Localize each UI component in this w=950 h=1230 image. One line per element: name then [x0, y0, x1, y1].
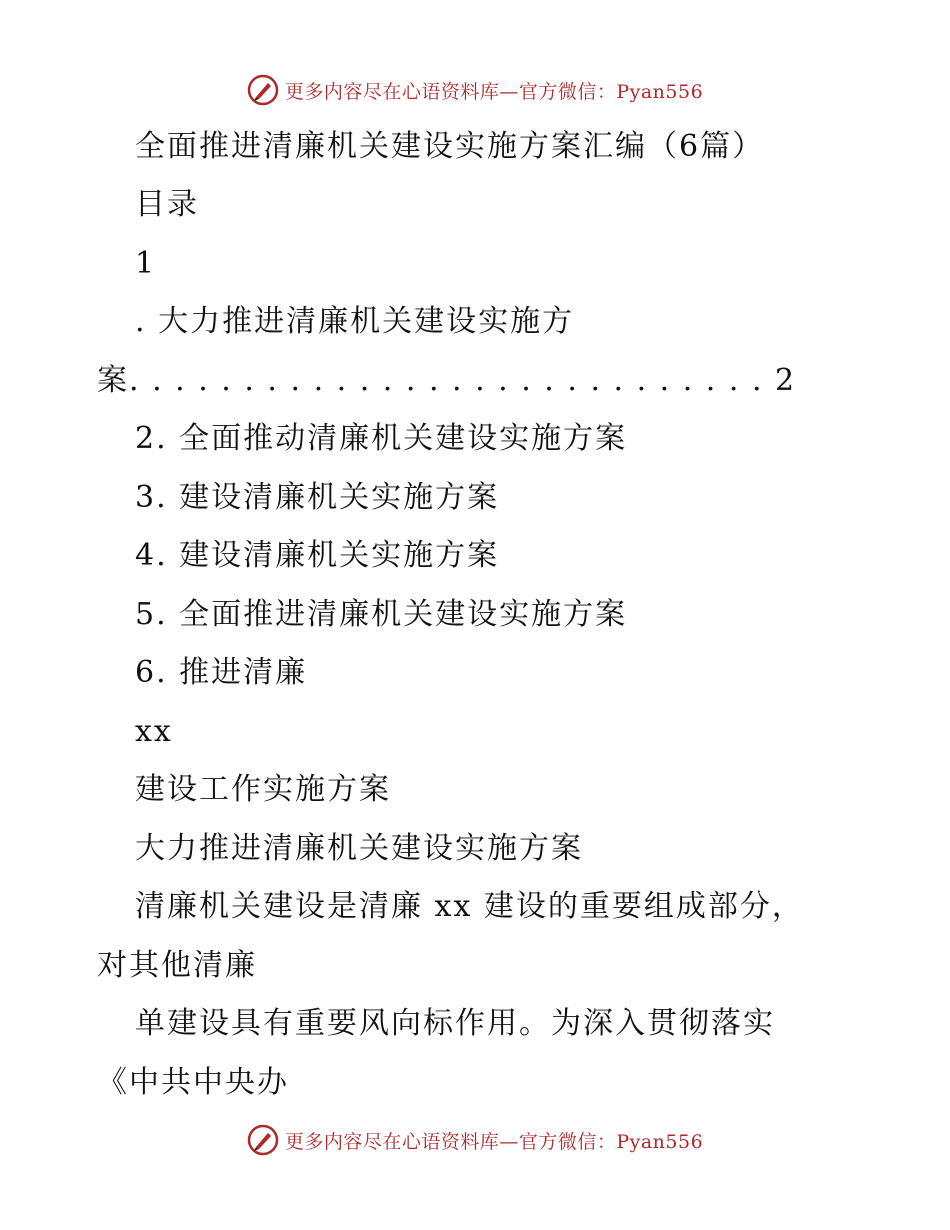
paragraph-line: 清廉机关建设是清廉 xx 建设的重要组成部分，: [135, 889, 804, 924]
footer-banner: [0, 1120, 950, 1160]
header-banner-wechat: 官方微信：Pyan556: [518, 80, 704, 103]
pen-logo-icon: [247, 74, 279, 106]
header-banner-text: 更多内容尽在心语资料库—: [284, 80, 519, 103]
toc-heading: 目录: [135, 187, 199, 222]
paragraph-line: 单建设具有重要风向标作用。为深入贯彻落实: [135, 1006, 775, 1041]
toc-item-5: 5. 全面推进清廉机关建设实施方案: [135, 597, 628, 632]
toc-item-3: 3. 建设清廉机关实施方案: [135, 480, 500, 515]
section-title: 大力推进清廉机关建设实施方案: [135, 831, 583, 866]
toc-item-6-xx: xx: [135, 714, 173, 749]
toc-item-6: 6. 推进清廉: [135, 655, 308, 690]
toc-item-6-continued: 建设工作实施方案: [135, 772, 391, 807]
header-banner: [0, 70, 950, 110]
toc-item-1: . 大力推进清廉机关建设实施方: [135, 304, 575, 339]
toc-item-4: 4. 建设清廉机关实施方案: [135, 538, 500, 573]
toc-item-2: 2. 全面推动清廉机关建设实施方案: [135, 421, 628, 456]
paragraph-line: 对其他清廉: [97, 948, 257, 983]
paragraph-line: 《中共中央办: [97, 1065, 289, 1100]
document-title: 全面推进清廉机关建设实施方案汇编（6篇）: [135, 129, 765, 164]
footer-banner-text: 更多内容尽在心语资料库—: [284, 1130, 519, 1153]
toc-item-number: 1: [135, 246, 157, 281]
toc-item-1-continued: 案. . . . . . . . . . . . . . . . . . . . . . . . . . . . 2: [97, 363, 797, 398]
pen-logo-icon: [247, 1124, 279, 1156]
footer-banner-wechat: 官方微信：Pyan556: [518, 1130, 704, 1153]
